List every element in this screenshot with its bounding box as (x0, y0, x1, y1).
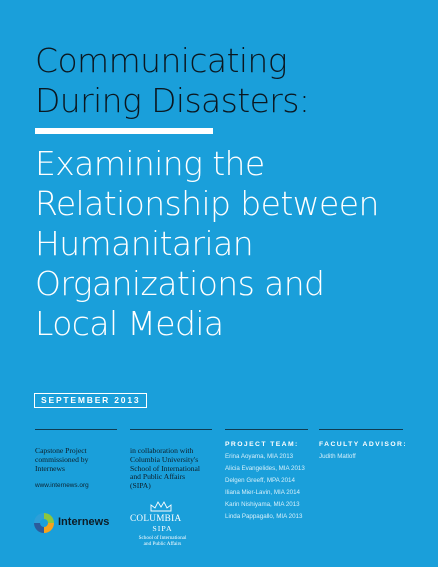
title-divider (35, 128, 213, 134)
internews-logo-text: Internews (58, 516, 110, 528)
title-dark (35, 41, 425, 121)
collab-line: Columbia University's (130, 454, 199, 464)
sipa-sub-line: and Public Affairs (143, 541, 182, 547)
column-rule (225, 429, 308, 430)
team-member: Erina Aoyama, MIA 2013 (225, 453, 294, 460)
collab-line: School of International (130, 463, 201, 473)
crown-icon (143, 500, 179, 512)
commission-line: commissioned by (35, 454, 89, 464)
subtitle-line: Humanitarian (35, 224, 254, 263)
columbia-logo-text: COLUMBIA (130, 513, 182, 523)
commission-line: Capstone Project (35, 446, 87, 455)
team-member: Iliana Mier-Lavin, MIA 2014 (225, 488, 300, 496)
subtitle-line: Relationship between (35, 184, 379, 223)
internews-url[interactable]: www.internews.org (35, 482, 89, 489)
faculty-advisor-heading: FACULTY ADVISOR: (319, 441, 407, 448)
commission-text (35, 447, 88, 473)
collab-line: and Public Affairs (130, 472, 186, 482)
team-member: Linda Pappagallo, MIA 2013 (225, 512, 303, 520)
column-rule (35, 429, 117, 430)
collab-line: (SIPA) (130, 481, 151, 491)
date-badge: SEPTEMBER 2013 (34, 393, 147, 408)
team-member: Delgen Greeff, MPA 2014 (225, 476, 295, 484)
project-team-heading: PROJECT TEAM: (225, 441, 299, 448)
column-rule (130, 429, 212, 430)
team-member: Karin Nishiyama, MIA 2013 (225, 500, 300, 508)
collab-line: in collaboration with (130, 446, 194, 455)
advisor-list (319, 451, 356, 463)
advisor-name: Judith Matloff (319, 453, 356, 460)
team-list (225, 451, 305, 522)
internews-globe-icon (33, 512, 55, 534)
team-member: Alicia Evangelides, MIA 2013 (225, 464, 305, 472)
title-line-1: Communicating (35, 41, 287, 80)
sipa-logo-subtitle (130, 535, 195, 547)
subtitle (35, 144, 430, 344)
internews-logo (33, 512, 123, 536)
collaboration-text (130, 447, 200, 491)
commission-line: Internews (35, 463, 65, 473)
subtitle-line: Examining the (35, 144, 265, 183)
title-line-2: During Disasters: (35, 81, 310, 120)
subtitle-line: Local Media (35, 304, 224, 343)
column-rule (319, 429, 403, 430)
sipa-sub-line: School of International (138, 535, 187, 541)
sipa-logo-text: SIPA (152, 524, 173, 533)
subtitle-line: Organizations and (35, 264, 325, 303)
